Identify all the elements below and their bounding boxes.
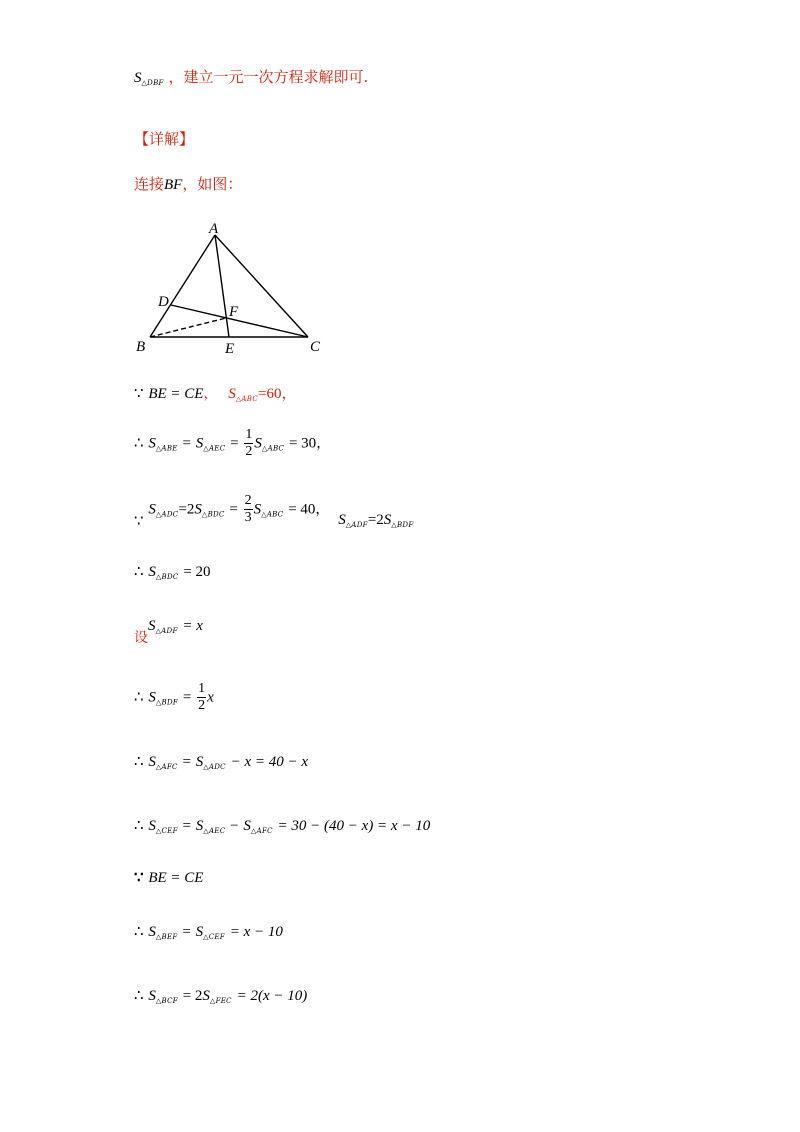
area-subscript: △CEF: [203, 933, 225, 941]
expr-tail: = 30: [288, 435, 317, 452]
area-subscript: △BDF: [155, 698, 179, 707]
label-b: B: [136, 339, 146, 355]
equals: =2: [178, 501, 195, 518]
comma: ，: [281, 386, 297, 402]
step-11: [134, 986, 307, 1005]
step-1: [134, 382, 297, 403]
expr-tail: = 20: [183, 564, 211, 580]
let-label: 设: [134, 630, 148, 646]
red-area: [228, 384, 296, 402]
label-e: E: [225, 341, 235, 355]
area-symbol: S: [254, 435, 262, 452]
equals: =: [182, 689, 192, 706]
area-symbol: S: [202, 988, 210, 1004]
step-10: [134, 922, 283, 941]
step-9: [134, 868, 203, 887]
therefore-symbol: ∴: [134, 818, 144, 834]
step-7: [134, 752, 308, 771]
area-symbol: S: [253, 501, 262, 518]
area-symbol: S: [194, 501, 202, 518]
denominator: 2: [245, 444, 253, 459]
area-symbol: S: [134, 70, 142, 86]
equals: =: [182, 818, 191, 834]
area-subscript: △BDF: [391, 520, 414, 529]
area-subscript: △AFC: [250, 827, 273, 835]
comma: ，: [203, 386, 218, 402]
denominator: 3: [244, 510, 252, 525]
because-symbol: ∵: [134, 870, 144, 886]
fraction: [244, 428, 253, 459]
area-subscript: △DBF: [141, 79, 164, 87]
area-subscript: △BDC: [201, 510, 225, 519]
therefore-symbol: ∴: [134, 689, 144, 706]
label-a: A: [209, 221, 219, 237]
label-d: D: [158, 294, 169, 310]
segment-bf-dashed: [150, 318, 226, 337]
side-ab: [150, 235, 215, 337]
numerator: 2: [244, 493, 252, 508]
area-subscript: △ADC: [203, 763, 226, 771]
area-subscript: △ABC: [261, 444, 285, 453]
segment-dc: [171, 305, 308, 337]
intro-line: [134, 66, 368, 87]
area-subscript: △ADC: [155, 510, 179, 519]
side-ac: [215, 235, 308, 337]
comma: ，: [316, 435, 331, 452]
equals: =: [230, 435, 239, 452]
equals: =2: [367, 511, 384, 528]
fraction: [244, 494, 253, 525]
area-subscript: △ADF: [155, 627, 178, 635]
area-subscript: △BEF: [155, 933, 178, 941]
step-6: [134, 682, 214, 713]
area-subscript: △BDC: [155, 573, 179, 581]
connect-suffix: ，如图：: [182, 175, 243, 193]
comma: ，: [315, 501, 330, 518]
area-symbol: S: [148, 988, 156, 1004]
area-subscript: △ADF: [345, 520, 368, 529]
area-symbol: S: [195, 924, 204, 940]
area-subscript: △BCF: [155, 997, 178, 1005]
section-title: 【详解】: [134, 130, 195, 148]
expr: BE = CE: [148, 870, 204, 886]
area-symbol: S: [195, 818, 204, 834]
numerator: 1: [245, 427, 253, 442]
numerator: 1: [198, 681, 206, 696]
equals: =: [229, 501, 238, 518]
area-symbol: S: [148, 435, 156, 452]
area-symbol: S: [148, 689, 156, 706]
fraction: [197, 682, 206, 713]
therefore-symbol: ∴: [134, 435, 144, 452]
area-subscript: △AFC: [155, 763, 178, 771]
area-subscript: △ABC: [235, 395, 259, 403]
area-symbol: S: [338, 511, 346, 528]
triangle-figure: [134, 215, 334, 355]
label-f: F: [229, 304, 239, 320]
expr-tail: = 2(x − 10): [236, 988, 308, 1004]
step-8: [134, 816, 430, 835]
expr-tail: x: [207, 689, 214, 706]
therefore-symbol: ∴: [134, 564, 144, 580]
area-subscript: △AEC: [203, 827, 226, 835]
segment-ae: [215, 235, 229, 337]
step-5: [134, 616, 203, 647]
expr-tail: = 40: [288, 501, 316, 518]
area-subscript: △CEF: [155, 827, 178, 835]
equals: =: [182, 924, 191, 940]
area-symbol: S: [148, 501, 156, 518]
therefore-symbol: ∴: [134, 924, 144, 940]
step-4: [134, 562, 211, 581]
area-subscript: △ABC: [261, 510, 284, 519]
label-c: C: [310, 339, 321, 355]
because-symbol: ∵: [134, 513, 144, 530]
connect-prefix: 连接: [134, 175, 165, 193]
equals: =: [182, 754, 191, 770]
denominator: 2: [198, 698, 206, 713]
area-symbol: S: [228, 386, 236, 402]
step-3: [134, 494, 413, 531]
equals: =: [182, 435, 191, 452]
connect-line: [134, 173, 242, 194]
area-symbol: S: [243, 818, 251, 834]
area-symbol: S: [148, 924, 156, 940]
equals: = 2: [182, 988, 203, 1004]
area-subscript: △AEC: [203, 444, 226, 453]
area-symbol: S: [148, 754, 156, 770]
area-symbol: S: [148, 564, 156, 580]
therefore-symbol: ∴: [134, 988, 144, 1004]
area-symbol: S: [148, 618, 156, 634]
because-symbol: ∵: [134, 386, 144, 402]
adf-relation: [338, 510, 413, 529]
segment-bf: BF: [164, 177, 183, 193]
expr-tail: = 30 − (40 − x) = x − 10: [277, 818, 431, 834]
step-2: [134, 428, 330, 459]
area-symbol: S: [148, 818, 156, 834]
intro-text: ，建立一元一次方程求解即可.: [168, 68, 369, 86]
area-symbol: S: [383, 511, 392, 528]
expr-tail: = x: [182, 618, 203, 634]
expr: BE = CE: [148, 386, 204, 402]
area-subscript: △ABE: [155, 444, 178, 453]
expr-tail: = x − 10: [229, 924, 283, 940]
area-symbol: S: [195, 435, 204, 452]
minus: −: [230, 818, 239, 834]
therefore-symbol: ∴: [134, 754, 144, 770]
area-value: =60: [258, 386, 282, 402]
area-subscript: △FEC: [209, 997, 232, 1005]
area-symbol: S: [195, 754, 204, 770]
expr-tail: − x = 40 − x: [230, 754, 309, 770]
